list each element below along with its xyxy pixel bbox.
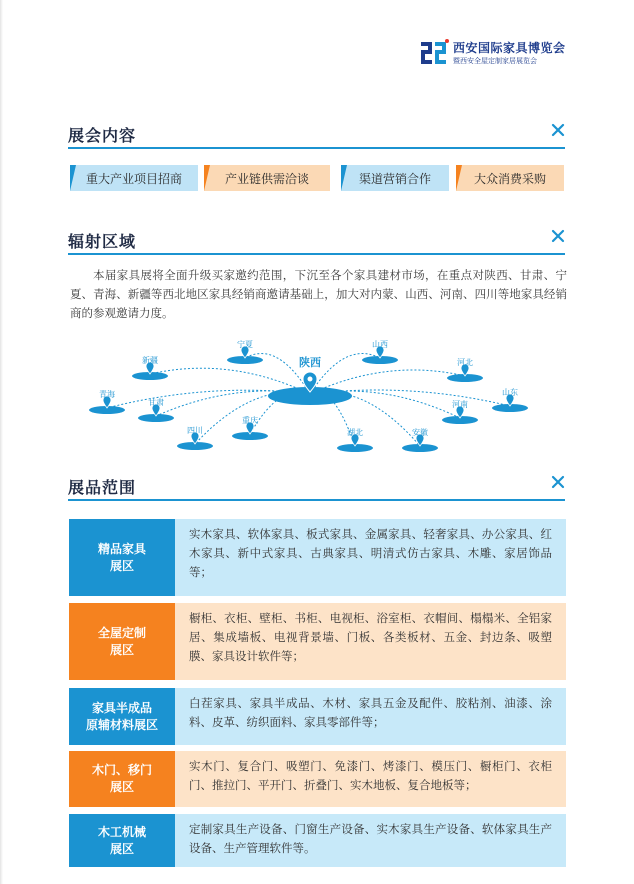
tag-item [456,165,564,191]
tag-item [341,165,449,191]
province-label: 新疆 [142,356,158,365]
tag-item [204,165,330,191]
province-label: 甘肃 [148,398,164,407]
close-icon [551,475,565,489]
exhibit-row [69,814,566,867]
content-tags [70,165,564,191]
province-label: 山东 [502,388,518,397]
close-icon [551,123,565,137]
center-pin-dot [308,377,313,382]
section-title: 辐射区域 [68,232,137,251]
logo-subtitle: 暨西安全屋定制家居展览会 [453,56,537,65]
tag-label: 重大产业项目招商 [85,171,182,186]
exhibit-zone-name: 精品家具 展区 [69,519,175,596]
brand-logo [419,38,579,68]
exhibit-zone-name: 家具半成品 原辅材料展区 [69,688,175,745]
section-divider [68,147,565,149]
province-label: 河南 [452,400,468,409]
exhibit-items: 实木家具、软体家具、板式家具、金属家具、轻奢家具、办公家具、红木家具、新中式家具、古典家具、明清式仿古家具、木雕、家居饰品等； [175,519,566,596]
section-header-exhibits [68,475,565,501]
exhibit-row [69,603,566,680]
exhibit-items: 白茬家具、家具半成品、木材、家具五金及配件、胶粘剂、油漆、涂料、皮革、纺织面料、家具零部件等； [175,688,566,745]
tag-label: 产业链供需洽谈 [224,171,309,186]
center-label: 陕西 [299,356,321,369]
radiation-map [80,330,550,460]
section-header-radiation [68,229,565,255]
radiation-description: 本届家具展将全面升级买家邀约范围，下沉至各个家具建材市场，在重点对陕西、甘肃、宁夏、青海、新疆等西北地区家具经销商邀请基础上，加大对内蒙、山西、河南、四川等地家具经销商的参观邀请力度。 [70,268,567,320]
exhibit-row [69,751,566,807]
section-title: 展会内容 [68,126,137,145]
page-edge [0,0,3,884]
tag-label: 渠道营销合作 [358,171,431,186]
logo-title: 西安国际家具博览会 [453,40,566,55]
exhibit-zone-name: 全屋定制 展区 [69,603,175,680]
province-label: 山西 [372,340,388,349]
exhibit-row [69,688,566,745]
tag-label: 大众消费采购 [473,171,546,186]
exhibit-row [69,519,566,596]
exhibit-zone-name: 木门、移门 展区 [69,751,175,807]
section-divider [68,253,565,255]
province-label: 河北 [457,358,473,367]
province-label: 青海 [99,390,115,399]
exhibit-items: 实木门、复合门、吸塑门、免漆门、烤漆门、模压门、橱柜门、衣柜门、推拉门、平开门、折叠门、实木地板、复合地板等； [175,751,566,807]
logo-mark-icon [419,38,449,68]
exhibit-items: 橱柜、衣柜、壁柜、书柜、电视柜、浴室柜、衣帽间、榻榻米、全铝家居、集成墙板、电视背景墙、门板、各类板材、五金、封边条、吸塑膜、家具设计软件等； [175,603,566,680]
section-header-content [68,123,565,149]
province-label: 重庆 [242,416,258,425]
section-title: 展品范围 [68,478,137,497]
exhibit-zone-name: 木工机械 展区 [69,814,175,867]
close-icon [551,229,565,243]
tag-item [70,165,198,191]
province-label: 安徽 [412,428,428,437]
province-label: 四川 [187,426,203,435]
section-divider [68,499,565,501]
province-label: 宁夏 [237,340,253,349]
exhibit-items: 定制家具生产设备、门窗生产设备、实木家具生产设备、软体家具生产设备、生产管理软件等。 [175,814,566,867]
province-label: 湖北 [347,428,363,437]
